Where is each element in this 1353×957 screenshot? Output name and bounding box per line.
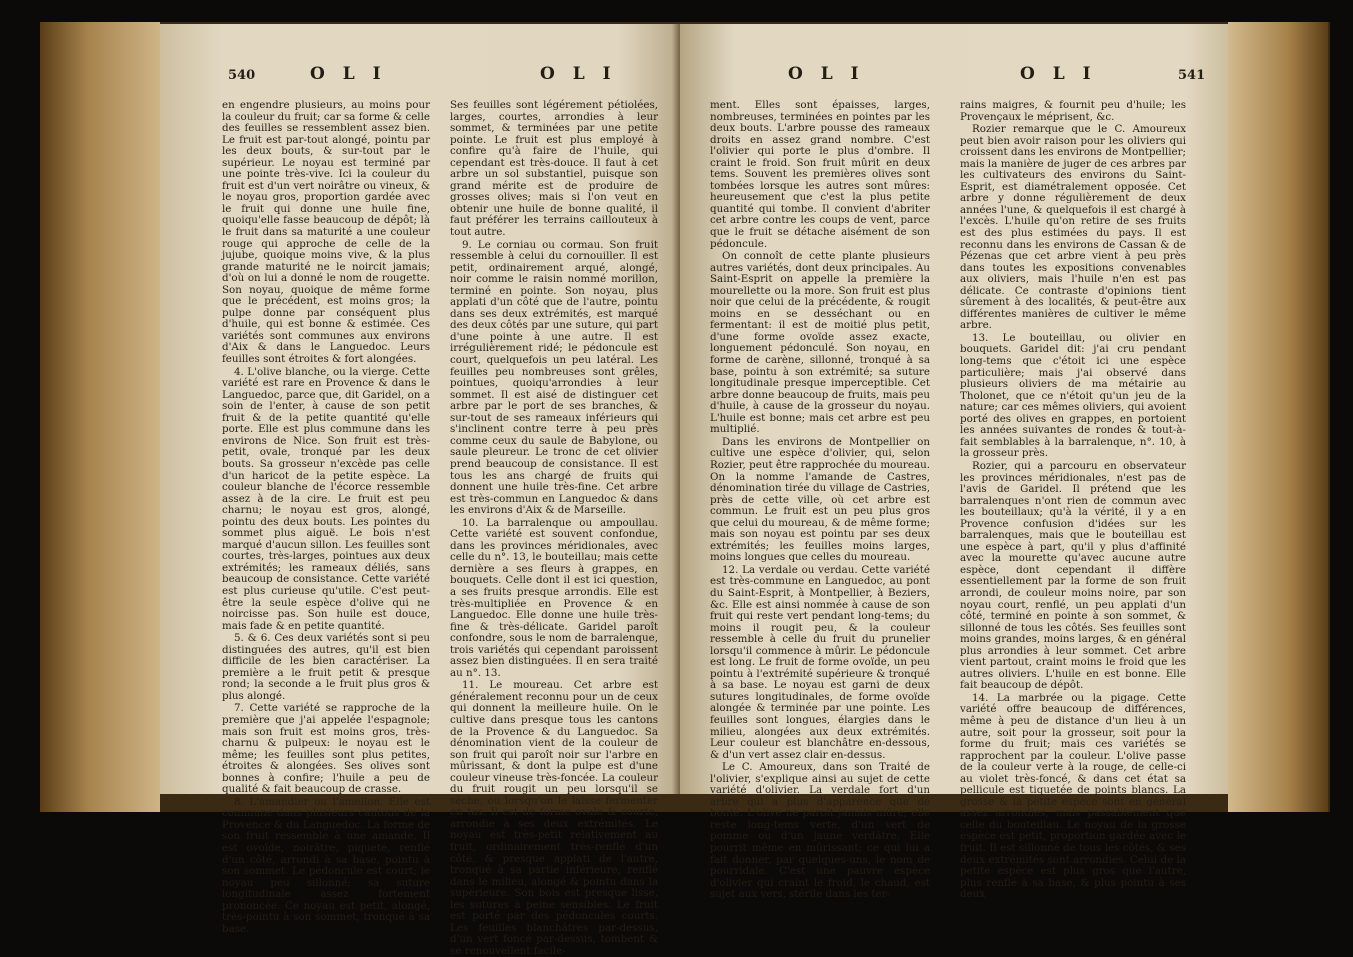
- right-column-2: [960, 100, 1186, 901]
- paragraph: rains maigres, & fournit peu d'huile; les Provençaux le méprisent, &c.: [960, 99, 1186, 123]
- paragraph: Rozier remarque que le C. Amoureux peut bien avoir raison pour les oliviers qui croissent dans les environs de Montpellier; mais la manière de juger de ces arbres par les cultivateurs des environs du Saint-Esprit, est diamétralement opposée. Cet arbre y donne régulièrement de deux années l'une, & quelquefois il est chargé à l'excès. L'huile qu'on retire de ses fruits est des plus estimées du pays. Il est reconnu dans les environs de Cassan & de Pézenas que cet arbre vient à peu près dans toutes les expositions convenables aux oliviers, mais l'huile n'en est pas délicate. Ce contraste d'opinions tient sûrement à des localités, & peut-être aux différentes manières de cultiver le même arbre.: [960, 123, 1186, 332]
- paragraph: en engendre plusieurs, au moins pour la couleur du fruit; car sa forme & celle des feuilles se ressemblent assez bien. Le fruit est par-tout alongé, pointu par les deux bouts, & sur-tout par le supérieur. Le noyau est terminé par une pointe très-vive. Ici la couleur du fruit est d'un vert noirâtre ou vineux, & le noyau gros, proportion gardée avec le fruit qui donne une huile fine, quoiqu'elle fasse beaucoup de dépôt; là le fruit dans sa maturité a une couleur rouge qui approche de celle de la jujube, quoique moins vive, & la plus grande maturité ne le noircit jamais; d'où on lui a donné le nom de rougette. Son noyau, quoique de même forme que le précédent, est moins gros; la pulpe donne par conséquent plus d'huile, qui est bonne & estimée. Ces variétés sont communes aux environs d'Aix & dans le Languedoc. Leurs feuilles sont étroites & fort alongées.: [222, 99, 430, 366]
- right-running-head-2: O L I: [1020, 64, 1097, 84]
- paragraph: Rozier, qui a parcouru en observateur les provinces méridionales, n'est pas de l'avis de Garidel. Il prétend que les barralenques n'ont rien de commun avec les bouteillaux; qu'à la vérité, il y a en Provence confusion d'idées sur les barralenques, mais que le bouteillau est une espèce à part, qu'il y plus d'affinité avec la mourette qu'avec aucune autre espèce, dont cependant il diffère essentiellement par la forme de son fruit arrondi, de couleur moins noire, par son noyau court, renflé, un peu applati d'un côté, terminé en pointe à son sommet, & sillonné de tous les côtés. Ses feuilles sont moins grandes, moins larges, & en général plus arrondies à leur sommet. Cet arbre vient partout, craint moins le froid que les autres oliviers. L'huile en est bonne. Elle fait beaucoup de dépôt.: [960, 459, 1186, 692]
- paragraph: Dans les environs de Montpellier on cultive une espèce d'olivier, qui, selon Rozier, peut être rapprochée du moureau. On la nomme l'amande de Castres, dénomination tirée du village de Castries, près de cette ville, où cet arbre est commun. Le fruit est un peu plus gros que celui du moureau, & de même forme; mais son noyau est pointu par ses deux extrémités; les feuilles moins larges, moins longues que celles du moureau.: [710, 435, 930, 564]
- paragraph: 9. Le corniau ou cormau. Son fruit ressemble à celui du cornouiller. Il est petit, ordinairement arqué, alongé, noir comme le raisin nommé morillon, terminé en pointe. Son noyau, plus applati d'un côté que de l'autre, pointu dans ses deux extrémités, est marqué des deux côtés par une suture, qui part d'une pointe à une autre. Il est irrégulièrement ridé; le pédoncule est court, quelquefois un peu latéral. Les feuilles peu nombreuses sont grêles, pointues, quoiqu'arrondies à leur sommet. Il est aisé de distinguer cet arbre par le port de ses branches, & sur-tout de ses rameaux inférieurs qui s'inclinent contre terre à peu près comme ceux du saule de Babylone, ou saule pleureur. Le tronc de cet olivier prend beaucoup de consistance. Il est tous les ans chargé de fruits qui donnent une huile très-fine. Cet arbre est très-commun en Languedoc & dans les environs d'Aix & de Marseille.: [450, 238, 658, 517]
- paragraph: 8. L'amandier ou l'amellon. Elle est commune dans plusieurs cantons de la Provence & du Languedoc. La forme de son fruit ressemble à une amande. Il est ovoïde, noirâtre, piqueté, renflé d'un côté, arrondi à sa base, pointu à son sommet. Le pédoncule est court; le noyau peu sillonné; sa suture longitudinale assez fortement prononcée. Ce noyau est petit, alongé, très-pointu à son sommet, tronqué à sa base.: [222, 795, 430, 935]
- right-page-number: 541: [1178, 68, 1206, 83]
- left-running-head-2: O L I: [540, 64, 617, 84]
- left-page-edges: [40, 22, 160, 812]
- paragraph: 10. La barralenque ou ampoullau. Cette variété est souvent confondue, dans les provinces méridionales, avec celle du n°. 13, le bouteillau; mais cette dernière a ses fleurs à grappes, en bouquets. Celle dont il est ici question, a ses fruits presque arrondis. Elle est très-multipliée en Provence & en Languedoc. Elle donne une huile très-fine & très-délicate. Garidel paroît confondre, sous le nom de barralenque, trois variétés qui cependant paroissent assez bien distinguées. Il en sera traité au n°. 13.: [450, 516, 658, 679]
- paragraph: 11. Le moureau. Cet arbre est généralement reconnu pour un de ceux qui donnent la meilleure huile. On le cultive dans presque tous les cantons de la Provence & du Languedoc. Sa dénomination vient de la couleur de son fruit qui paroît noir sur l'arbre en mûrissant, & dont la pulpe est d'une couleur vineuse très-foncée. La couleur du fruit rougit un peu lorsqu'il se sèche, ou lorsqu'on le laisse fermenter en tas. Il est de forme ovale & courte, arrondie à ses deux extrémités. Le noyau est très-petit relativement au fruit, ordinairement très-renflé d'un côté, & presque applati de l'autre, tronqué à sa partie inférieure, renflé dans le milieu, alongé & pointu dans la supérieure. Son bois est presque lisse, les sutures à peine sensibles. Le fruit est porté par des pédoncules courts. Les feuilles blanchâtres par-dessus, d'un vert foncé par-dessus, tombent & se renouvellent facile-: [450, 679, 658, 957]
- paragraph: 14. La marbrée ou la pigage. Cette variété offre beaucoup de différences, même à peu de distance d'un lieu à un autre, soit pour la grosseur, soit pour la forme du fruit; mais ces variétés se rapprochent par la couleur. L'olive passe de la couleur verte à la rouge, de celle-ci au violet très-foncé, & dans cet état sa pellicule est tiquetée de points blancs. La grosse & la petite espèce sont en général assez arrondies, mais passablement que celle du bouteillau. Le noyau de la grosse espèce est petit, proportion gardée avec le fruit. Il est sillonné de tous les côtés, & ses deux extrémités sont arrondies. Celui de la petite espèce est plus gros que l'autre, plus renflé à sa base, & plus pointu à ses deux: [960, 691, 1186, 901]
- left-page: [160, 24, 680, 957]
- paragraph: 12. La verdale ou verdau. Cette variété est très-commune en Languedoc, au pont du Saint-Esprit, à Montpellier, à Beziers, &c. Elle est ainsi nommée à cause de son fruit qui reste vert pendant long-tems; du moins il rougit peu, & la couleur ressemble à celle du fruit du prunelier lorsqu'il commence à mûrir. Le pédoncule est long. Le fruit de forme ovoïde, un peu pointu à l'extrémité supérieure & tronqué à sa base. Le noyau est garni de deux sutures longitudinales, de forme ovoïde alongée & terminée par une pointe. Les feuilles sont longues, élargies dans le milieu, alongées aux deux extrémités. Leur couleur est blanchâtre en-dessous, & d'un vert assez clair en-dessus.: [710, 563, 930, 761]
- paragraph: ment. Elles sont épaisses, larges, nombreuses, terminées en pointes par les deux bouts. L'arbre pousse des rameaux droits en assez grand nombre. C'est l'olivier qui porte le plus d'ombre. Il craint le froid. Son fruit mûrit en deux tems. Souvent les premières olives sont tombées lorsque les autres sont mûres: heureusement que c'est la plus petite quantité qui tombe. Il convient d'abriter cet arbre contre les coups de vent, parce que le fruit se détache aisément de son pédoncule.: [710, 99, 930, 250]
- paragraph: 7. Cette variété se rapproche de la première que j'ai appelée l'espagnole; mais son fruit est moins gros, très-charnu & pulpeux: le noyau est le même; les feuilles sont plus petites, étroites & alongées. Ses olives sont bonnes à confire; l'huile a peu de qualité & fait beaucoup de crasse.: [222, 702, 430, 796]
- left-page-number: 540: [228, 68, 256, 83]
- paragraph: 5. & 6. Ces deux variétés sont si peu distinguées des autres, qu'il est bien difficile de les bien caractériser. La première a le fruit petit & presque rond; la seconde a le fruit plus gros & plus alongé.: [222, 632, 430, 702]
- right-running-head-1: O L I: [788, 64, 865, 84]
- left-column-1: [222, 100, 430, 935]
- right-column-1: [710, 100, 930, 901]
- paragraph: Ses feuilles sont légérement pétiolées, larges, courtes, arrondies à leur sommet, & terminées par une petite pointe. Le fruit est plus employé à confire qu'à faire de l'huile, qui cependant est très-douce. Il faut à cet arbre un sol substantiel, puisque son grand mérite est de produire de grosses olives; mais si l'on veut en obtenir une huile de bonne qualité, il faut préférer les terrains caillouteux à tout autre.: [450, 99, 658, 239]
- paragraph: Le C. Amoureux, dans son Traité de l'olivier, s'explique ainsi au sujet de cette variété d'olivier. La verdale fort d'un arbre qui a plus d'apparence que de bonté. L'olive ne paroît jamais mûre; elle reste long-tems verte, d'un vert de pomme ou d'un jaune verdâtre. Elle pourrit même en mûrissant; ce qui lui a fait donner, par quelques-uns, le nom de pourridale. C'est une pauvre espèce d'olivier qui craint le froid, le chaud, est sujet aux vers, stérile dans les ter-: [710, 761, 930, 901]
- right-page-edges: [1228, 22, 1328, 812]
- paragraph: 13. Le bouteillau, ou olivier en bouquets. Garidel dit: j'ai cru pendant long-tems que c'étoit ici une espèce particulière; mais j'ai observé dans plusieurs oliviers de ma métairie au Tholonet, que ce n'étoit qu'un jeu de la nature; car ces mêmes oliviers, qui avoient porté des olives en grappes, en portoient les années suivantes de rondes & tout-à-fait semblables à la barralenque, n°. 10, à la grosseur près.: [960, 331, 1186, 460]
- paragraph: 4. L'olive blanche, ou la vierge. Cette variété est rare en Provence & dans le Languedoc, parce que, dit Garidel, on a soin de l'enter, à cause de son petit fruit & de la petite quantité qu'elle porte. Elle est plus commune dans les environs de Nice. Son fruit est très-petit, ovale, tronqué par les deux bouts. Sa grosseur n'excède pas celle d'un haricot de la petite espèce. La couleur blanche de l'écorce ressemble assez à de la cire. Le fruit est peu charnu; le noyau est gros, alongé, pointu des deux bouts. Les pointes du sommet plus aiguë. Le bois n'est marqué d'aucun sillon. Les feuilles sont courtes, très-larges, pointues aux deux extrémités; les rameaux déliés, sans beaucoup de consistance. Cette variété est plus curieuse qu'utile. C'est peut-être la seule espèce d'olive qui ne noircisse pas. Son huile est douce, mais fade & en petite quantité.: [222, 365, 430, 632]
- paragraph: On connoît de cette plante plusieurs autres variétés, dont deux principales. Au Saint-Esprit on appelle la première la mourellette ou la more. Son fruit est plus noir que celui de la précédente, & rougit moins en se desséchant ou en fermentant: il est de moitié plus petit, d'une forme ovoïde assez exacte, longuement pédonculé. Son noyau, en forme de carène, sillonné, tronqué à sa base, pointu à son extrémité; sa suture longitudinale presque imperceptible. Cet arbre donne beaucoup de fruits, mais peu d'huile, à cause de la grosseur du noyau. L'huile est bonne; mais cet arbre est peu multiplié.: [710, 250, 930, 436]
- left-running-head-1: O L I: [310, 64, 387, 84]
- left-column-2: [450, 100, 658, 957]
- right-page: [680, 24, 1228, 901]
